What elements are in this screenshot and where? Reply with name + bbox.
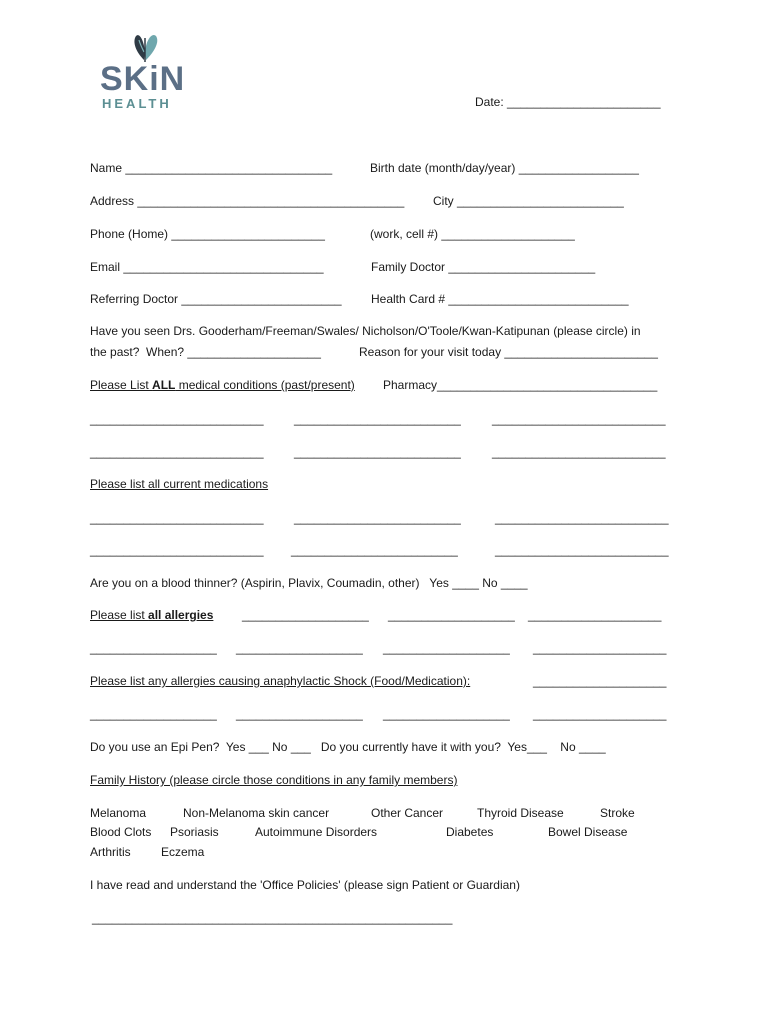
medication-line[interactable]: __________________________ [495,511,669,525]
condition-arthritis[interactable]: Arthritis [90,845,131,859]
visit-reason-field[interactable]: Reason for your visit today _______________________ [359,345,658,359]
seen-doctors-question: Have you seen Drs. Gooderham/Freeman/Swales/ Nicholson/O'Toole/Kwan-Katipunan (please circle) in [90,324,641,338]
anaphylactic-line[interactable]: ___________________ [383,707,510,721]
condition-bowel[interactable]: Bowel Disease [548,825,628,839]
date-field[interactable]: Date: _______________________ [475,95,661,109]
condition-thyroid[interactable]: Thyroid Disease [477,806,564,820]
condition-stroke[interactable]: Stroke [600,806,635,820]
medical-condition-line[interactable]: __________________________ [90,412,264,426]
medical-condition-line[interactable]: _________________________ [294,412,461,426]
referring-doctor-field[interactable]: Referring Doctor ________________________ [90,292,342,306]
office-policies-statement: I have read and understand the 'Office Policies' (please sign Patient or Guardian) [90,878,520,892]
phone-home-field[interactable]: Phone (Home) _______________________ [90,227,325,241]
skin-health-logo [96,30,192,116]
health-card-field[interactable]: Health Card # ___________________________ [371,292,629,306]
condition-eczema[interactable]: Eczema [161,845,205,859]
phone-work-field[interactable]: (work, cell #) ____________________ [370,227,575,241]
family-history-heading: Family History (please circle those conditions in any family members) [90,773,458,787]
blood-thinner-question[interactable]: Are you on a blood thinner? (Aspirin, Plavix, Coumadin, other) Yes ____ No ____ [90,576,528,590]
anaphylactic-line[interactable]: ___________________ [90,707,217,721]
epipen-question[interactable]: Do you use an Epi Pen? Yes ___ No ___ Do you currently have it with you? Yes___ No ____ [90,740,606,754]
email-field[interactable]: Email ______________________________ [90,260,324,274]
allergy-line[interactable]: ___________________ [90,641,217,655]
medical-condition-line[interactable]: __________________________ [90,445,264,459]
allergies-heading: Please list all allergies [90,608,214,622]
medication-line[interactable]: __________________________ [90,543,264,557]
condition-melanoma[interactable]: Melanoma [90,806,147,820]
medications-heading: Please list all current medications [90,477,269,491]
seen-when-field[interactable]: the past? When? ____________________ [90,345,321,359]
medical-condition-line[interactable]: _________________________ [294,445,461,459]
birth-date-field[interactable]: Birth date (month/day/year) __________________ [370,161,639,175]
allergy-line[interactable]: ____________________ [528,608,662,622]
anaphylactic-heading: Please list any allergies causing anaphylactic Shock (Food/Medication): [90,674,471,688]
allergy-line[interactable]: ____________________ [533,641,667,655]
medication-line[interactable]: __________________________ [90,511,264,525]
city-field[interactable]: City _________________________ [433,194,624,208]
logo-skin-text: SKiN [100,60,186,98]
logo-health-text: HEALTH [102,96,172,111]
medical-condition-line[interactable]: __________________________ [492,412,666,426]
medication-line[interactable]: _________________________ [294,511,461,525]
signature-line[interactable]: ______________________________________________________ [92,911,453,925]
name-field[interactable]: Name _______________________________ [90,161,333,175]
anaphylactic-line[interactable]: ____________________ [533,674,667,688]
condition-psoriasis[interactable]: Psoriasis [170,825,219,839]
medical-conditions-heading: Please List ALL medical conditions (past/present) [90,378,355,392]
allergy-line[interactable]: ___________________ [236,641,363,655]
allergy-line[interactable]: ___________________ [383,641,510,655]
anaphylactic-line[interactable]: ___________________ [236,707,363,721]
condition-non-melanoma[interactable]: Non-Melanoma skin cancer [183,806,330,820]
address-field[interactable]: Address ________________________________________ [90,194,405,208]
condition-autoimmune[interactable]: Autoimmune Disorders [255,825,378,839]
condition-blood-clots[interactable]: Blood Clots [90,825,152,839]
medication-line[interactable]: __________________________ [495,543,669,557]
allergy-line[interactable]: ___________________ [242,608,369,622]
allergy-line[interactable]: ___________________ [388,608,515,622]
anaphylactic-line[interactable]: ____________________ [533,707,667,721]
condition-other-cancer[interactable]: Other Cancer [371,806,444,820]
medical-condition-line[interactable]: __________________________ [492,445,666,459]
condition-diabetes[interactable]: Diabetes [446,825,494,839]
medication-line[interactable]: _________________________ [291,543,458,557]
pharmacy-field[interactable]: Pharmacy_________________________________ [383,378,658,392]
family-doctor-field[interactable]: Family Doctor ______________________ [371,260,596,274]
